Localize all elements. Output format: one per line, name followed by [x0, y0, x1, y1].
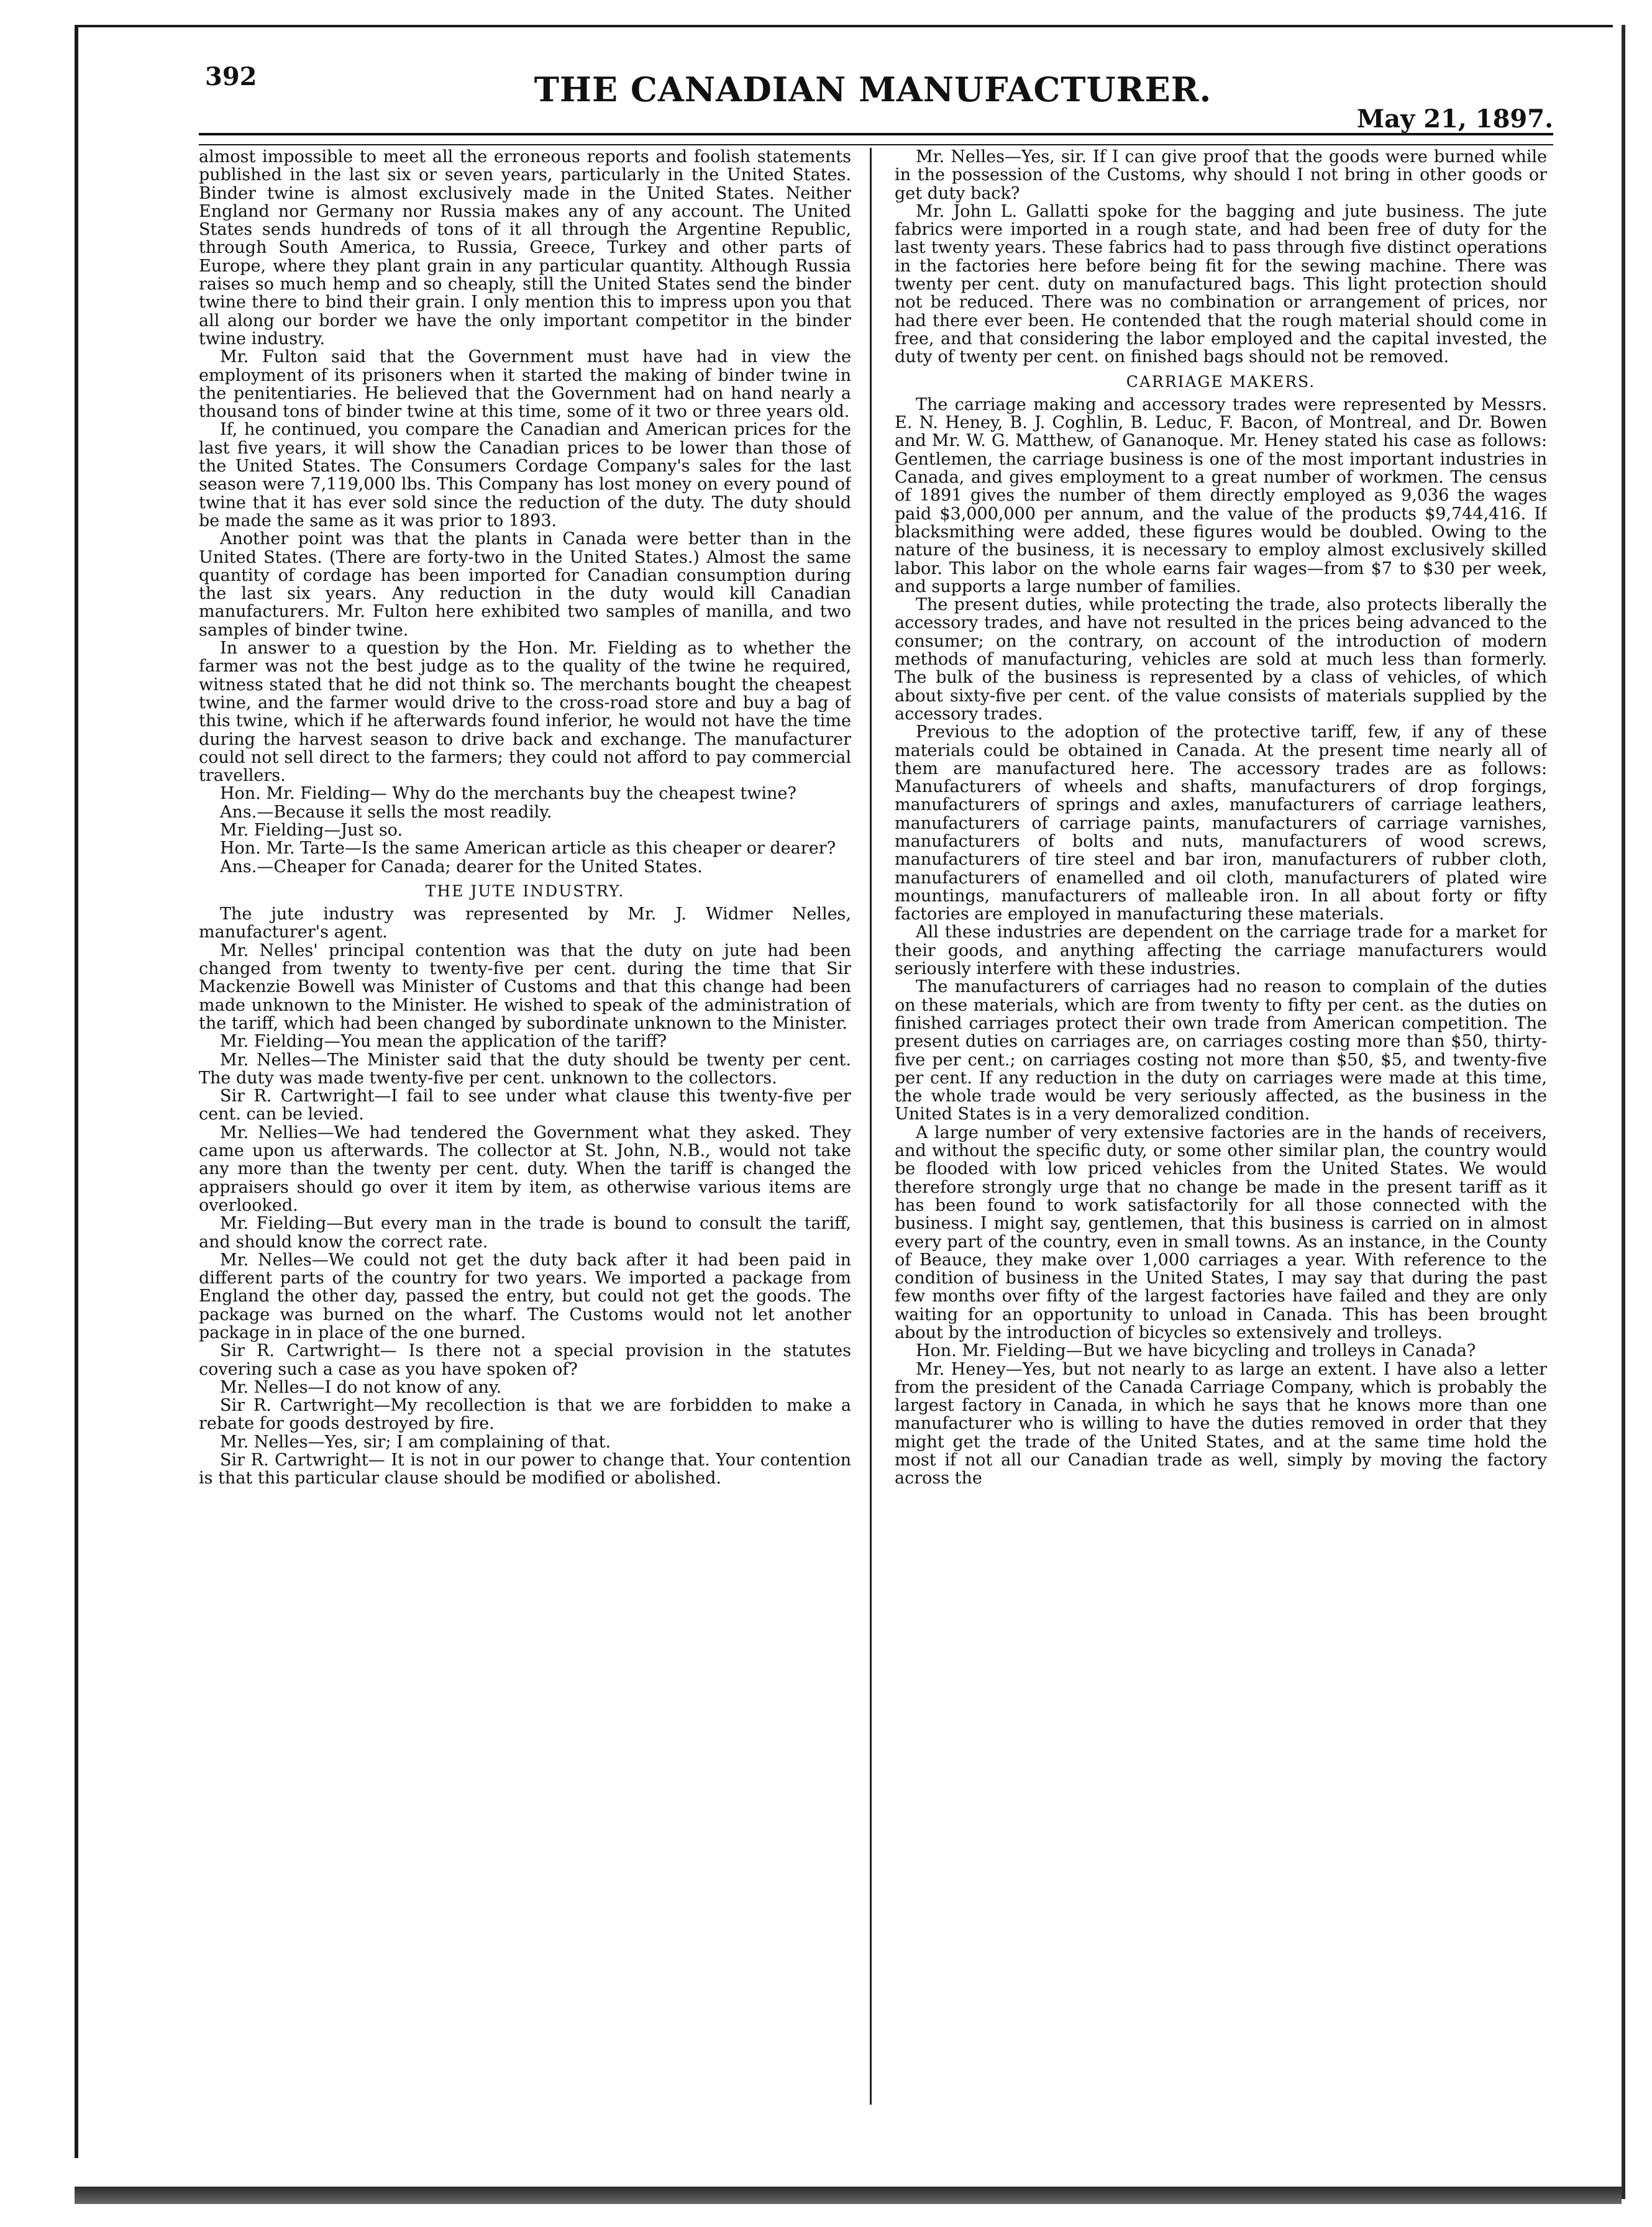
- paragraph: In answer to a question by the Hon. Mr. Fielding as to whether the farmer was not the best judge as to the quality of the twine he required, witness stated that he did not think so. The merchants bought the cheapest twine, and the farmer would drive to the cross-road store and buy a bag of this twine, which if he afterwards found inferior, he would not have the time during the harvest season to drive back and exchange. The manufacturer could not sell direct to the farmers; they could not afford to pay commercial travellers.: [199, 639, 851, 786]
- paragraph: If, he continued, you compare the Canadian and American prices for the last five years, it will show the Canadian prices to be lower than those of the United States. The Consumers Cordage Company's sales for the last season were 7,119,000 lbs. This Company has lost money on every pound of twine that it has ever sold since the reduction of the duty. The duty should be made the same as it was prior to 1893.: [199, 420, 851, 531]
- paragraph: Mr. Heney—Yes, but not nearly to as large an extent. I have also a letter from the president of the Canada Carriage Company, which is probably the largest factory in Canada, in which he says that he knows more than one manufacturer who is willing to have the duties removed in order that they might get the trade of the United States, and at the same time hold the most if not all our Canadian trade as well, simply by moving the factory across the: [895, 1359, 1547, 1488]
- paragraph: Hon. Mr. Fielding—But we have bicycling and trolleys in Canada?: [916, 1341, 1476, 1361]
- paragraph: A large number of very extensive factories are in the hands of receivers, and without the specific duty, or some other similar plan, the country would be flooded with low priced vehicles from the United States. We would therefore strongly urge that no change be made in the present tariff as it has been found to work satisfactorily for all those connected with the business. I might say, gentlemen, that this business is carried on in almost every part of the country, even in small towns. As an instance, in the County of Beauce, they make over 1,000 carriages a year. With reference to the condition of business in the United States, I may say that during the past few months over fifty of the largest factories have failed and they are only waiting for an opportunity to unload in Canada. This has been brought about by the introduction of bicycles so extensively and trolleys.: [895, 1123, 1547, 1342]
- paragraph: Mr. Nelles—Yes, sir; I am complaining of that.: [220, 1432, 611, 1452]
- masthead: [186, 56, 1559, 137]
- publication-title: THE CANADIAN MANUFACTURER.: [534, 70, 1212, 109]
- paragraph: Mr. John L. Gallatti spoke for the bagging and jute business. The jute fabrics were imported in a rough state, and had been free of duty for the last twenty years. These fabrics had to pass through five distinct operations in the factories here before being fit for the sewing machine. There was twenty per cent. duty on manufactured bags. This light protection should not be reduced. There was no combination or arrangement of prices, nor had there ever been. He contended that the rough material should come in free, and that considering the labor employed and the capital invested, the duty of twenty per cent. on finished bags should not be removed.: [895, 201, 1547, 367]
- page-number: 392: [205, 62, 257, 91]
- paragraph: Sir R. Cartwright—My recollection is that we are forbidden to make a rebate for goods destroyed by fire.: [199, 1396, 851, 1434]
- right-column: [895, 148, 1547, 2105]
- paragraph: Mr. Fielding—You mean the application of the tariff?: [220, 1032, 667, 1052]
- section-heading-carriage-makers: CARRIAGE MAKERS.: [1126, 372, 1316, 391]
- issue-date: May 21, 1897.: [1356, 104, 1553, 134]
- column-divider: [870, 148, 872, 2105]
- paragraph: Mr. Nelles—I do not know of any.: [220, 1377, 502, 1397]
- paragraph: Mr. Nelles' principal contention was that the duty on jute had been changed from twenty to twenty-five per cent. during the time that Sir Mackenzie Bowell was Minister of Customs and that this change had been made unknown to the Minister. He wished to speak of the administration of the tariff, which had been changed by subordinate unknown to the Minister.: [199, 940, 851, 1033]
- header-rule: [199, 133, 1553, 145]
- scan-bottom-shadow: [75, 2187, 1622, 2204]
- paragraph: Sir R. Cartwright— It is not in our power to change that. Your contention is that this particular clause should be modified or abolished.: [199, 1451, 851, 1488]
- paragraph: Mr. Fielding—But every man in the trade is bound to consult the tariff, and should know the correct rate.: [199, 1214, 851, 1252]
- paragraph: The jute industry was represented by Mr. J. Widmer Nelles, manufacturer's agent.: [199, 904, 851, 942]
- paragraph: Hon. Mr. Tarte—Is the same American article as this cheaper or dearer?: [220, 839, 836, 858]
- paragraph: The manufacturers of carriages had no reason to complain of the duties on these materials, which are from twenty to fifty per cent. as the duties on finished carriages protect their own trade from American competition. The present duties on carriages are, on carriages costing more than $50, thirty-five per cent.; on carriages costing not more than $50, $5, and twenty-five per cent. If any reduction in the duty on carriages were made at this time, the whole trade would be very seriously affected, as the business in the United States is in a very demoralized condition.: [895, 977, 1547, 1124]
- paragraph: The carriage making and accessory trades were represented by Messrs. E. N. Heney, B. J. Coghlin, B. Leduc, F. Bacon, of Montreal, and Dr. Bowen and Mr. W. G. Matthew, of Gananoque. Mr. Heney stated his case as follows: Gentlemen, the carriage business is one of the most important industries in Canada, and gives employment to a great number of workmen. The census of 1891 gives the number of them directly employed as 9,036 the wages paid $3,000,000 per annum, and the value of the products $9,744,416. If blacksmithing were added, these figures would be doubled. Owing to the nature of the business, it is necessary to employ almost exclusively skilled labor. This labor on the whole earns fair wages—from $7 to $30 per week, and supports a large number of families.: [895, 394, 1547, 596]
- paragraph: Hon. Mr. Fielding— Why do the merchants buy the cheapest twine?: [220, 784, 796, 804]
- paragraph: The present duties, while protecting the trade, also protects liberally the accessory trades, and have not resulted in the prices being advanced to the consumer; on the contrary, on account of the introduction of modern methods of manufacturing, vehicles are sold at much less than formerly. The bulk of the business is represented by a class of vehicles, of which about sixty-five per cent. of the value consists of materials supplied by the accessory trades.: [895, 595, 1547, 724]
- paragraph: All these industries are dependent on the carriage trade for a market for their goods, and anything affecting the carriage manufacturers would seriously interfere with these industries.: [895, 922, 1547, 979]
- paragraph: Another point was that the plants in Canada were better than in the United States. (There are forty-two in the United States.) Almost the same quantity of cordage has been imported for Canadian consumption during the last six years. Any reduction in the duty would kill Canadian manufacturers. Mr. Fulton here exhibited two samples of manilla, and two samples of binder twine.: [199, 529, 851, 640]
- paragraph: Sir R. Cartwright— Is there not a special provision in the statutes covering such a case as you have spoken of?: [199, 1341, 851, 1379]
- paragraph: Mr. Fulton said that the Government must have had in view the employment of its prisoners when it started the making of binder twine in the penitentiaries. He believed that the Government had on hand nearly a thousand tons of binder twine at this time, some of it two or three years old.: [199, 347, 851, 422]
- scan-edge-shadow: [1622, 25, 1625, 2199]
- paragraph: Mr. Nelles—Yes, sir. If I can give proof that the goods were burned while in the possession of the Customs, why should I not bring in other goods or get duty back?: [895, 148, 1547, 203]
- paragraph: almost impossible to meet all the erroneous reports and foolish statements published in the last six or seven years, particularly in the United States. Binder twine is almost exclusively made in the United States. Neither England nor Germany nor Russia makes any of any account. The United States sends hundreds of tons of it all through the Argentine Republic, through South America, to Russia, Greece, Turkey and other parts of Europe, where they plant grain in any particular quantity. Although Russia raises so much hemp and so cheaply, still the United States send the binder twine there to bind their grain. I only mention this to impress upon you that all along our border we have the only important competitor in the binder twine industry.: [199, 148, 851, 348]
- columns: [199, 148, 1553, 2105]
- paragraph: Previous to the adoption of the protective tariff, few, if any of these materials could be obtained in Canada. At the present time nearly all of them are manufactured here. The accessory trades are as follows: Manufacturers of wheels and shafts, manufacturers of drop forgings, manufacturers of springs and axles, manufacturers of carriage leathers, manufacturers of carriage paints, manufacturers of carriage varnishes, manufacturers of bolts and nuts, manufacturers of wood screws, manufacturers of tire steel and bar iron, manufacturers of rubber cloth, manufacturers of enamelled and oil cloth, manufacturers of plated wire mountings, manufacturers of malleable iron. In all about forty or fifty factories are employed in manufacturing these materials.: [895, 722, 1547, 924]
- paragraph: Sir R. Cartwright—I fail to see under what clause this twenty-five per cent. can be levied.: [199, 1086, 851, 1124]
- paragraph: Ans.—Cheaper for Canada; dearer for the United States.: [220, 857, 703, 877]
- paragraph: Mr. Nellies—We had tendered the Government what they asked. They came upon us afterwards. The collector at St. John, N.B., would not take any more than the twenty per cent. duty. When the tariff is changed the appraisers should go over it item by item, as otherwise various items are overlooked.: [199, 1123, 851, 1215]
- paragraph: Mr. Nelles—We could not get the duty back after it had been paid in different parts of the country for two years. We imported a package from England the other day, passed the entry, but could not get the goods. The package was burned on the wharf. The Customs would not let another package in in place of the one burned.: [199, 1250, 851, 1342]
- left-column: [199, 148, 851, 2105]
- section-heading-jute-industry: THE JUTE INDUSTRY.: [425, 881, 625, 900]
- newspaper-page: [186, 56, 1559, 2118]
- paragraph: Mr. Nelles—The Minister said that the duty should be twenty per cent. The duty was made twenty-five per cent. unknown to the collectors.: [199, 1050, 851, 1088]
- paragraph: Ans.—Because it sells the most readily.: [220, 802, 552, 822]
- paragraph: Mr. Fielding—Just so.: [220, 820, 403, 840]
